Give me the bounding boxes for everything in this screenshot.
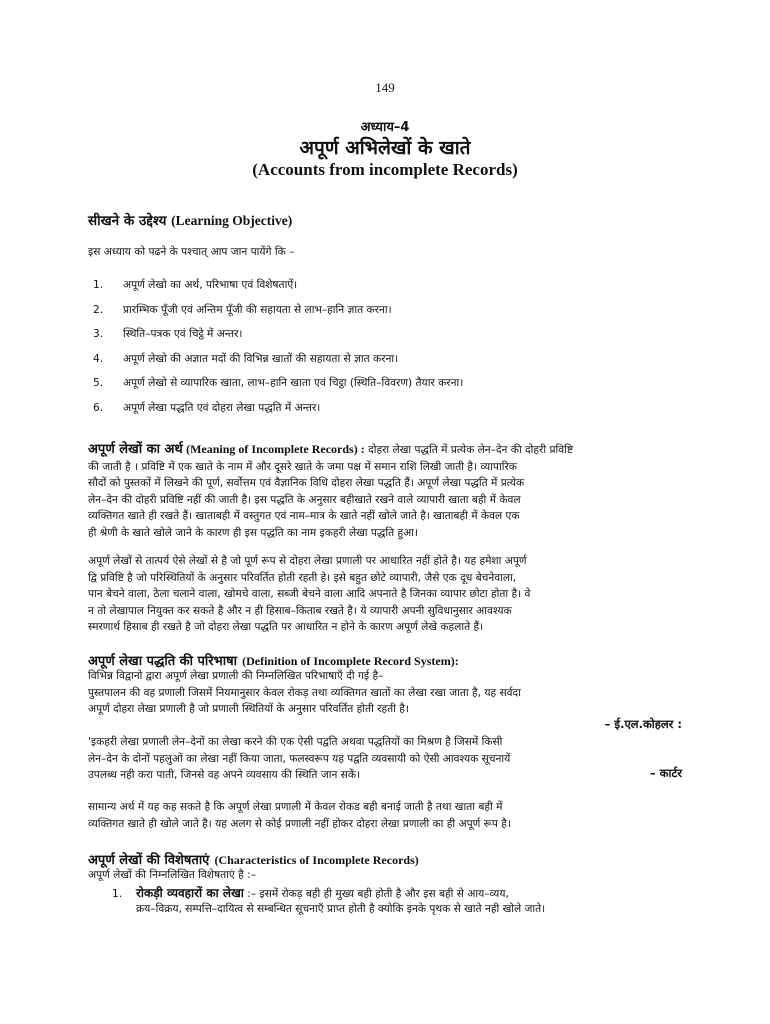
meaning-paragraph-2: अपूर्ण लेखों से तात्पर्य ऐसे लेखों से है जो पूर्ण रूप से दोहरा लेखा प्रणाली पर आधारित नहीं होते है। यह हमेशा अपूर्ण द्वि प्रविष्टि है जो परिस्थितियों के अनुसार परिवर्तित होती रहती हे। इसे बहुत छोटे व्यापारी, जैसे एक दूध बेचनेवाला, पान बेचने वाला, ठेला चलाने वाला, खोमचे वाला, सब्जी बेचने वाला आदि अपनाते है जिनका व्यापार छोटा होता है। वे न तो लेखापाल नियुक्त कर सकते है और न ही हिसाब–किताब रखते है। ये व्यापारी अपनी सुविधानुसार आवश्यक स्मरणार्थ हिसाब ही रखते है जो दोहरा लेखा पद्धति पर आधारित न होने के कारण अपूर्ण लेखे कहलाते हैं। (88, 555, 531, 633)
title-english: (Accounts from incomplete Records) (252, 160, 518, 179)
meaning-line: लेन–देन की दोहरी प्रविष्टि नहीं की जाती है। इस पद्धति के अनुसार बहीखाते रखने वाले व्यापारी खाता बही में केवल (88, 493, 521, 506)
definition-summary: सामान्य अर्थ में यह कह सकते है कि अपूर्ण लेखा प्रणाली में केवल रोकड बही बनाई जाती है तथा खाता बही में व्यक्तिगत खाते ही खोले जाते है। यह अलग से कोई प्रणाली नहीं होकर दोहरा लेखा प्रणाली का ही अपूर्ण रूप है। (88, 801, 511, 830)
characteristic-title: रोकड़ी व्यवहारों का लेखा (136, 886, 244, 900)
list-item: 5. अपूर्ण लेखो से व्यापारिक खाता, लाभ–हानि खाता एवं चिट्ठा (स्थिति–विवरण) तैयार करना। (93, 377, 464, 389)
characteristic-text: क्रय–विक्रय, सम्पत्ति–दायित्व से सम्बन्धित सूचनाएँ प्राप्त होती है क्योकि इनके पृथक से खाते नही खोले जाते। (136, 903, 546, 915)
characteristics-heading-hindi: अपूर्ण लेखों की विशेषताएं (88, 853, 210, 868)
list-item: 3. स्थिति–पत्रक एवं चिट्ठे में अन्तर। (93, 328, 243, 340)
list-item: 1. रोकड़ी व्यवहारों का लेखा :– इसमें रोकड़ बही ही मुख्य बही होती है और इस बही से आय–व्यय, (112, 886, 509, 900)
meaning-heading-hindi: अपूर्ण लेखों का अर्थ (88, 442, 183, 457)
list-item: 4. अपूर्ण लेखो की अज्ञात मदों की विभिन्न खातों की सहायता से ज्ञात करना। (93, 353, 399, 365)
list-item: 1. अपूर्ण लेखो का अर्थ, परिभाषा एवं विशेषताऐं। (93, 279, 298, 291)
characteristics-heading (88, 849, 419, 868)
author-kohler: – ई.एल.कोहलर : (604, 717, 682, 731)
title-hindi: अपूर्ण अभिलेखों के खाते (299, 137, 471, 159)
definition-heading (88, 650, 459, 669)
meaning-line: व्यक्तिगत खाते ही रखते हैं। खाताबही में वस्तुगत एवं नाम–मात्र के खाते नहीं खोले जाते है। खाताबही में केवल एक (88, 510, 520, 522)
learning-heading (88, 211, 292, 229)
meaning-line: की जाती है । प्रविष्टि में एक खाते के नाम में और दूसरे खाते के जमा पक्ष में समान राशि लिखी जाती है। व्यापारिक (88, 460, 517, 473)
definition-heading-english: (Definition of Incomplete Record System): (242, 654, 459, 668)
learning-intro: इस अध्याय को पढने के पश्चात् आप जान पायेंगे कि – (88, 246, 295, 258)
learning-heading-hindi: सीखने के उद्देश्य (88, 213, 167, 229)
meaning-line: सौदों को पुस्तकों में लिखने की पूर्ण, सर्वोत्तम एवं वैज्ञानिक विधि दोहरा लेखा पद्धति हैं। अपूर्ण लेखा पद्धति में प्रत्येक (88, 477, 525, 489)
characteristics-heading-english: (Characteristics of Incomplete Records) (214, 853, 419, 867)
meaning-heading-english: (Meaning of Incomplete Records) : (186, 442, 365, 456)
definition-quote: 'इकहरी लेखा प्रणाली लेन–देनों का लेखा करने की एक ऐसी पद्वति अथवा पद्धतियों का मिश्रण है जिसमें किसी लेन–देन के दोनों पहलुओं का लेखा नहीं किया जाता, फलस्वरूप यह पद्वति व्यवसायी को ऐसी आवश्यक सूचनायें उपलब्ध नही करा पाती, जिनसे वह अपने व्यवसाय की स्थिति जान सकें। (88, 736, 511, 781)
list-item: 2. प्रारम्भिक पूँजी एवं अन्तिम पूँजी की सहायता से लाभ–हानि ज्ञात करना। (93, 304, 392, 316)
meaning-section (88, 441, 688, 541)
meaning-line: ही श्रेणी के खाते खोले जाने के कारण ही इस पद्धति का नाम इकहरी लेखा पद्धति हुआ। (88, 526, 419, 539)
page-number: 149 (375, 80, 395, 95)
definition-text: विभिन्न विद्वानो द्वारा अपूर्ण लेखा प्रणाली की निम्नलिखित परिभाषाएँ दी गई है– पुस्तपालन की वह प्रणाली जिसमें नियमानुसार केवल रोकड़ तथा व्यक्तिगत खातों का लेखा रखा जाता है, यह सर्वदा अपूर्ण दोहरा लेखा प्रणाली है जो प्रणाली स्थितियों के अनुसार परिवर्तित होती रहती है। (88, 670, 521, 715)
learning-heading-english: (Learning Objective) (171, 213, 293, 228)
definition-heading-hindi: अपूर्ण लेखा पद्धति की परिभाषा (88, 654, 237, 669)
meaning-line: दोहरा लेखा पद्धति में प्रत्येक लेन–देन की दोहरी प्रविष्टि (368, 444, 574, 456)
chapter-label: अध्याय–4 (360, 120, 410, 135)
author-carter: – कार्टर (649, 766, 682, 780)
list-item: 6. अपूर्ण लेखा पद्धति एवं दोहरा लेखा पद्धति में अन्तर। (93, 402, 321, 414)
characteristics-intro: अपूर्ण लेखों की निम्नलिखित विशेषताएं है :– (88, 869, 256, 881)
